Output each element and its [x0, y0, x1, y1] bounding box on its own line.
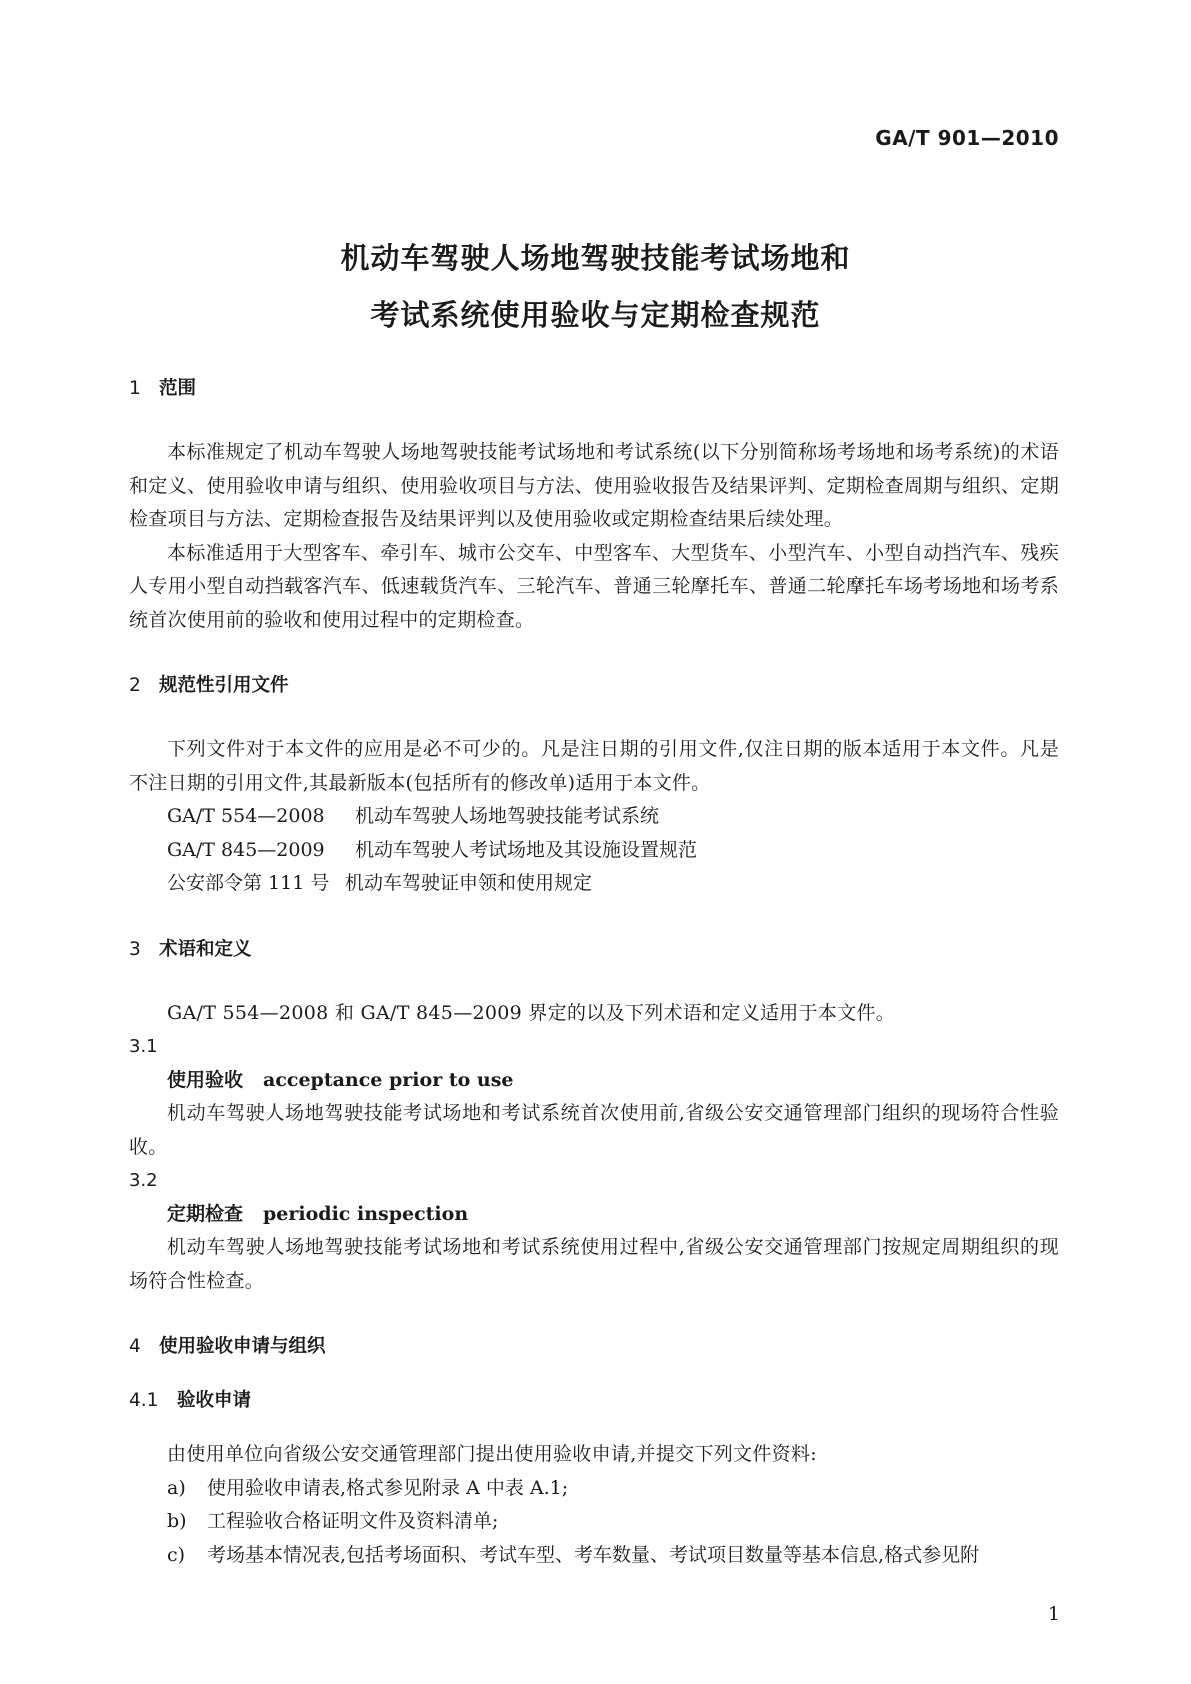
- page-number: 1: [1047, 1603, 1060, 1625]
- term-name: [129, 1198, 1059, 1232]
- section-title: 术语和定义: [159, 938, 252, 960]
- list-text: 使用验收申请表,格式参见附录 A 中表 A.1;: [207, 1476, 569, 1499]
- term-name: [129, 1064, 1059, 1098]
- section-heading-4: [129, 1330, 1059, 1364]
- list-label: c): [167, 1543, 186, 1566]
- list-item: [129, 1472, 1059, 1506]
- document-body: [129, 372, 1059, 1572]
- reference-code: GA/T 554—2008: [167, 805, 325, 827]
- reference-title: 机动车驾驶人场地驾驶技能考试系统: [355, 805, 660, 827]
- subsection-heading-4-1: [129, 1384, 1059, 1418]
- list-item: [129, 1505, 1059, 1539]
- term-name-zh: 定期检查: [167, 1202, 244, 1225]
- term-name-en: periodic inspection: [263, 1202, 469, 1225]
- reference-item: [129, 800, 1059, 834]
- section-heading-3: [129, 933, 1059, 967]
- list-text: 工程验收合格证明文件及资料清单;: [207, 1510, 499, 1532]
- subsection-title: 验收申请: [177, 1390, 252, 1411]
- section-title: 范围: [159, 378, 197, 399]
- reference-code: GA/T 845—2009: [167, 838, 325, 861]
- term-number: 3.2: [129, 1170, 158, 1191]
- list-text: 考场基本情况表,包括考场面积、考试车型、考车数量、考试项目数量等基本信息,格式参见附: [207, 1543, 980, 1566]
- title-line-1: 机动车驾驶人场地驾驶技能考试场地和: [340, 241, 851, 275]
- term-definition: 机动车驾驶人场地驾驶技能考试场地和考试系统首次使用前,省级公安交通管理部门组织的现场符合性验收。: [129, 1102, 1059, 1158]
- section-number: 4: [129, 1336, 141, 1357]
- standard-number: GA/T 901—2010: [875, 126, 1059, 150]
- section-number: 1: [129, 378, 141, 399]
- section-number: 2: [129, 675, 141, 696]
- term-name-zh: 使用验收: [167, 1068, 244, 1091]
- document-title: [0, 230, 1191, 344]
- reference-title: 机动车驾驶人考试场地及其设施设置规范: [355, 838, 698, 861]
- section-title: 规范性引用文件: [159, 675, 289, 696]
- section-number: 3: [129, 938, 141, 960]
- reference-title: 机动车驾驶证申领和使用规定: [345, 872, 593, 894]
- reference-item: [129, 834, 1059, 868]
- list-label: a): [167, 1476, 186, 1499]
- reference-item: [129, 867, 1059, 901]
- reference-code: 公安部令第 111 号: [167, 872, 330, 894]
- title-line-2: 考试系统使用验收与定期检查规范: [370, 298, 821, 332]
- paragraph: 由使用单位向省级公安交通管理部门提出使用验收申请,并提交下列文件资料:: [167, 1443, 817, 1465]
- paragraph: 本标准适用于大型客车、牵引车、城市公交车、中型客车、大型货车、小型汽车、小型自动挡汽车、残疾人专用小型自动挡载客汽车、低速载货汽车、三轮汽车、普通三轮摩托车、普通二轮摩托车场考场地和场考系统首次使用前的验收和使用过程中的定期检查。: [129, 541, 1059, 631]
- section-title: 使用验收申请与组织: [159, 1336, 326, 1357]
- section-heading-2: [129, 669, 1059, 703]
- list-item: [129, 1539, 1059, 1573]
- term-number: 3.1: [129, 1036, 158, 1057]
- term-name-en: acceptance prior to use: [263, 1068, 514, 1091]
- list-label: b): [167, 1510, 187, 1532]
- term-definition: 机动车驾驶人场地驾驶技能考试场地和考试系统使用过程中,省级公安交通管理部门按规定周期组织的现场符合性检查。: [129, 1236, 1059, 1292]
- section-heading-1: [129, 372, 1059, 406]
- subsection-number: 4.1: [129, 1390, 159, 1411]
- paragraph: 下列文件对于本文件的应用是必不可少的。凡是注日期的引用文件,仅注日期的版本适用于本文件。凡是不注日期的引用文件,其最新版本(包括所有的修改单)适用于本文件。: [129, 738, 1059, 794]
- paragraph: GA/T 554—2008 和 GA/T 845—2009 界定的以及下列术语和定义适用于本文件。: [167, 1001, 896, 1024]
- paragraph: 本标准规定了机动车驾驶人场地驾驶技能考试场地和考试系统(以下分别简称场考场地和场考系统)的术语和定义、使用验收申请与组织、使用验收项目与方法、使用验收报告及结果评判、定期检查周期与组织、定期检查项目与方法、定期检查报告及结果评判以及使用验收或定期检查结果后续处理。: [129, 441, 1059, 530]
